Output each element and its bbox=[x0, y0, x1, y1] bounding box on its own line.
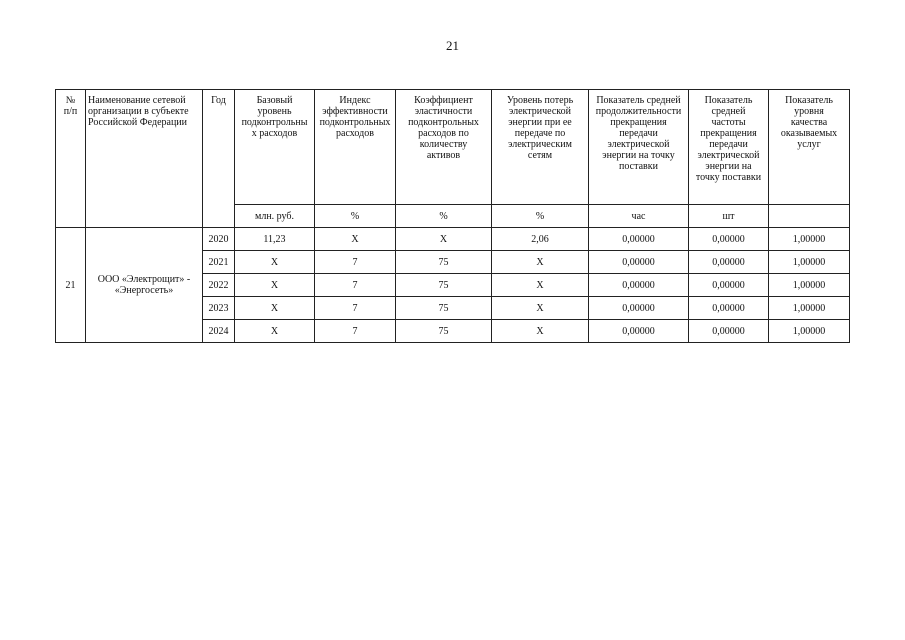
header-loss-level: Уровень потерь электрической энергии при ее передаче по электрическим сетям bbox=[492, 90, 589, 205]
cell-efficiency: 7 bbox=[315, 251, 396, 274]
cell-duration: 0,00000 bbox=[589, 274, 689, 297]
table-row bbox=[56, 228, 850, 251]
header-interruption-frequency: Показатель средней частоты прекращения передачи электрической энергии на точку поставки bbox=[689, 90, 769, 205]
cell-quality: 1,00000 bbox=[769, 274, 850, 297]
cell-base-cost: X bbox=[235, 297, 315, 320]
cell-year: 2021 bbox=[203, 251, 235, 274]
cell-quality: 1,00000 bbox=[769, 228, 850, 251]
cell-duration: 0,00000 bbox=[589, 297, 689, 320]
header-row bbox=[56, 90, 850, 205]
cell-year: 2020 bbox=[203, 228, 235, 251]
unit-loss: % bbox=[492, 205, 589, 228]
cell-duration: 0,00000 bbox=[589, 228, 689, 251]
header-org-name: Наименование сетевой организации в субъекте Российской Федерации bbox=[86, 90, 203, 228]
unit-elasticity: % bbox=[396, 205, 492, 228]
cell-duration: 0,00000 bbox=[589, 320, 689, 343]
cell-year: 2023 bbox=[203, 297, 235, 320]
cell-base-cost: X bbox=[235, 274, 315, 297]
cell-frequency: 0,00000 bbox=[689, 251, 769, 274]
tariff-parameters-table bbox=[55, 89, 850, 343]
cell-elasticity: 75 bbox=[396, 274, 492, 297]
cell-efficiency: 7 bbox=[315, 274, 396, 297]
cell-year: 2022 bbox=[203, 274, 235, 297]
unit-base-cost: млн. руб. bbox=[235, 205, 315, 228]
cell-efficiency: 7 bbox=[315, 320, 396, 343]
header-number: № п/п bbox=[56, 90, 86, 228]
cell-elasticity: 75 bbox=[396, 297, 492, 320]
table-body bbox=[56, 228, 850, 343]
cell-org-name: ООО «Электрощит» - «Энергосеть» bbox=[86, 228, 203, 343]
cell-frequency: 0,00000 bbox=[689, 320, 769, 343]
cell-frequency: 0,00000 bbox=[689, 297, 769, 320]
cell-duration: 0,00000 bbox=[589, 251, 689, 274]
cell-elasticity: X bbox=[396, 228, 492, 251]
cell-loss: X bbox=[492, 251, 589, 274]
cell-org-number: 21 bbox=[56, 228, 86, 343]
cell-frequency: 0,00000 bbox=[689, 228, 769, 251]
header-efficiency-index: Индекс эффективности подконтрольных расходов bbox=[315, 90, 396, 205]
cell-quality: 1,00000 bbox=[769, 320, 850, 343]
header-elasticity-coefficient: Коэффициент эластичности подконтрольных расходов по количеству активов bbox=[396, 90, 492, 205]
cell-base-cost: X bbox=[235, 251, 315, 274]
unit-duration: час bbox=[589, 205, 689, 228]
header-year: Год bbox=[203, 90, 235, 228]
cell-base-cost: 11,23 bbox=[235, 228, 315, 251]
cell-loss: 2,06 bbox=[492, 228, 589, 251]
cell-loss: X bbox=[492, 274, 589, 297]
unit-efficiency: % bbox=[315, 205, 396, 228]
header-base-cost-level: Базовый уровень подконтрольны х расходов bbox=[235, 90, 315, 205]
cell-loss: X bbox=[492, 320, 589, 343]
cell-base-cost: X bbox=[235, 320, 315, 343]
cell-year: 2024 bbox=[203, 320, 235, 343]
cell-quality: 1,00000 bbox=[769, 251, 850, 274]
cell-frequency: 0,00000 bbox=[689, 274, 769, 297]
cell-quality: 1,00000 bbox=[769, 297, 850, 320]
header-service-quality: Показатель уровня качества оказываемых услуг bbox=[769, 90, 850, 205]
cell-efficiency: 7 bbox=[315, 297, 396, 320]
unit-quality bbox=[769, 205, 850, 228]
header-interruption-duration: Показатель средней продолжительности прекращения передачи электрической энергии на точку поставки bbox=[589, 90, 689, 205]
cell-elasticity: 75 bbox=[396, 251, 492, 274]
cell-elasticity: 75 bbox=[396, 320, 492, 343]
cell-efficiency: X bbox=[315, 228, 396, 251]
unit-frequency: шт bbox=[689, 205, 769, 228]
cell-loss: X bbox=[492, 297, 589, 320]
page-number: 21 bbox=[446, 38, 459, 53]
